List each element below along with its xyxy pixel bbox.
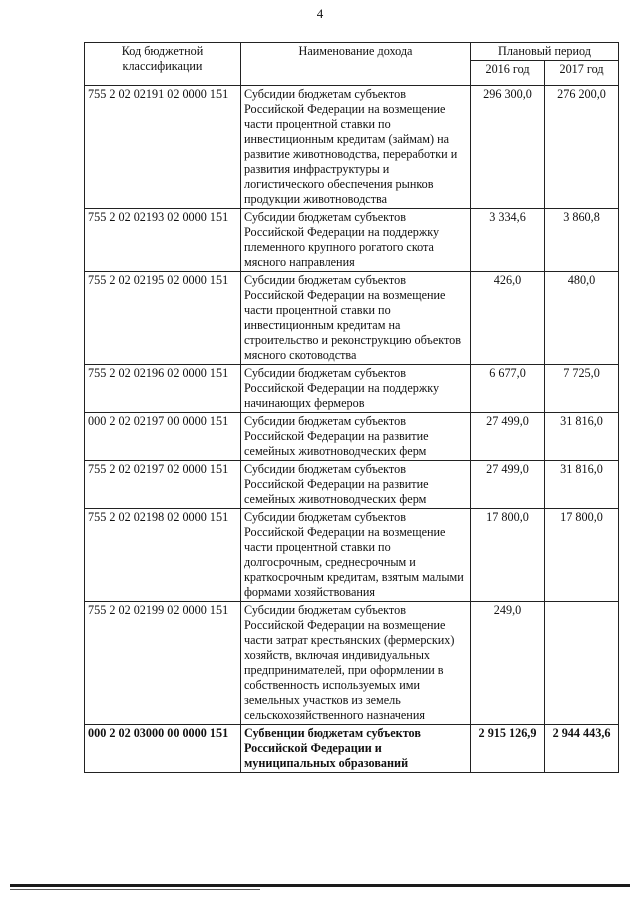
header-code: Код бюджетной классификации: [85, 43, 241, 86]
table-row: [85, 509, 619, 602]
row-name: Субсидии бюджетам субъектов Российской Федерации на развитие семейных животноводческих ферм: [241, 413, 471, 461]
table-row: [85, 461, 619, 509]
row-value-2017: 276 200,0: [545, 86, 619, 209]
table-row: [85, 209, 619, 272]
bottom-scan-rule: [10, 884, 630, 887]
row-value-2016: 3 334,6: [471, 209, 545, 272]
header-period: Плановый период: [471, 43, 619, 61]
row-name: Субсидии бюджетам субъектов Российской Федерации на поддержку начинающих фермеров: [241, 365, 471, 413]
row-name: Субсидии бюджетам субъектов Российской Федерации на возмещение части процентной ставки по долгосрочным, среднесрочным и краткосрочным кредитам, взятым малыми формами хозяйствования: [241, 509, 471, 602]
row-value-2016: 17 800,0: [471, 509, 545, 602]
row-code: 755 2 02 02196 02 0000 151: [85, 365, 241, 413]
row-code: 755 2 02 02197 02 0000 151: [85, 461, 241, 509]
budget-table: [84, 42, 619, 773]
row-value-2017: 31 816,0: [545, 413, 619, 461]
row-value-2017: 31 816,0: [545, 461, 619, 509]
row-value-2016: 6 677,0: [471, 365, 545, 413]
total-value-2016: 2 915 126,9: [471, 725, 545, 773]
bottom-scan-rule-thin: [10, 889, 260, 890]
header-name: Наименование дохода: [241, 43, 471, 86]
total-code: 000 2 02 03000 00 0000 151: [85, 725, 241, 773]
row-name: Субсидии бюджетам субъектов Российской Федерации на возмещение части процентной ставки по инвестиционным кредитам на строительство и реконструкцию объектов мясного скотоводства: [241, 272, 471, 365]
row-code: 755 2 02 02193 02 0000 151: [85, 209, 241, 272]
table-row: [85, 365, 619, 413]
row-value-2016: 296 300,0: [471, 86, 545, 209]
row-value-2017: 480,0: [545, 272, 619, 365]
row-value-2016: 249,0: [471, 602, 545, 725]
table-row: [85, 86, 619, 209]
header-year-2017: 2017 год: [545, 61, 619, 86]
row-value-2017: 7 725,0: [545, 365, 619, 413]
row-value-2017: [545, 602, 619, 725]
total-row: [85, 725, 619, 773]
row-value-2017: 17 800,0: [545, 509, 619, 602]
row-code: 755 2 02 02191 02 0000 151: [85, 86, 241, 209]
header-year-2016: 2016 год: [471, 61, 545, 86]
table-row: [85, 272, 619, 365]
table-row: [85, 602, 619, 725]
table-row: [85, 413, 619, 461]
row-value-2016: 426,0: [471, 272, 545, 365]
row-code: 755 2 02 02199 02 0000 151: [85, 602, 241, 725]
row-value-2016: 27 499,0: [471, 461, 545, 509]
total-name: Субвенции бюджетам субъектов Российской Федерации и муниципальных образований: [241, 725, 471, 773]
total-value-2017: 2 944 443,6: [545, 725, 619, 773]
row-code: 755 2 02 02195 02 0000 151: [85, 272, 241, 365]
row-code: 755 2 02 02198 02 0000 151: [85, 509, 241, 602]
row-value-2017: 3 860,8: [545, 209, 619, 272]
row-name: Субсидии бюджетам субъектов Российской Федерации на возмещение части затрат крестьянских (фермерских) хозяйств, включая индивидуальных предпринимателей, при оформлении в собственность используемых ими земельных участков из земель сельскохозяйственного назначения: [241, 602, 471, 725]
page-number: 4: [316, 6, 324, 21]
row-name: Субсидии бюджетам субъектов Российской Федерации на возмещение части процентной ставки по инвестиционным кредитам (займам) на развитие животноводства, переработки и развития инфраструктуры и логистического обеспечения рынков продукции животноводства: [241, 86, 471, 209]
row-value-2016: 27 499,0: [471, 413, 545, 461]
row-name: Субсидии бюджетам субъектов Российской Федерации на поддержку племенного крупного рогатого скота мясного направления: [241, 209, 471, 272]
row-name: Субсидии бюджетам субъектов Российской Федерации на развитие семейных животноводческих ферм: [241, 461, 471, 509]
row-code: 000 2 02 02197 00 0000 151: [85, 413, 241, 461]
